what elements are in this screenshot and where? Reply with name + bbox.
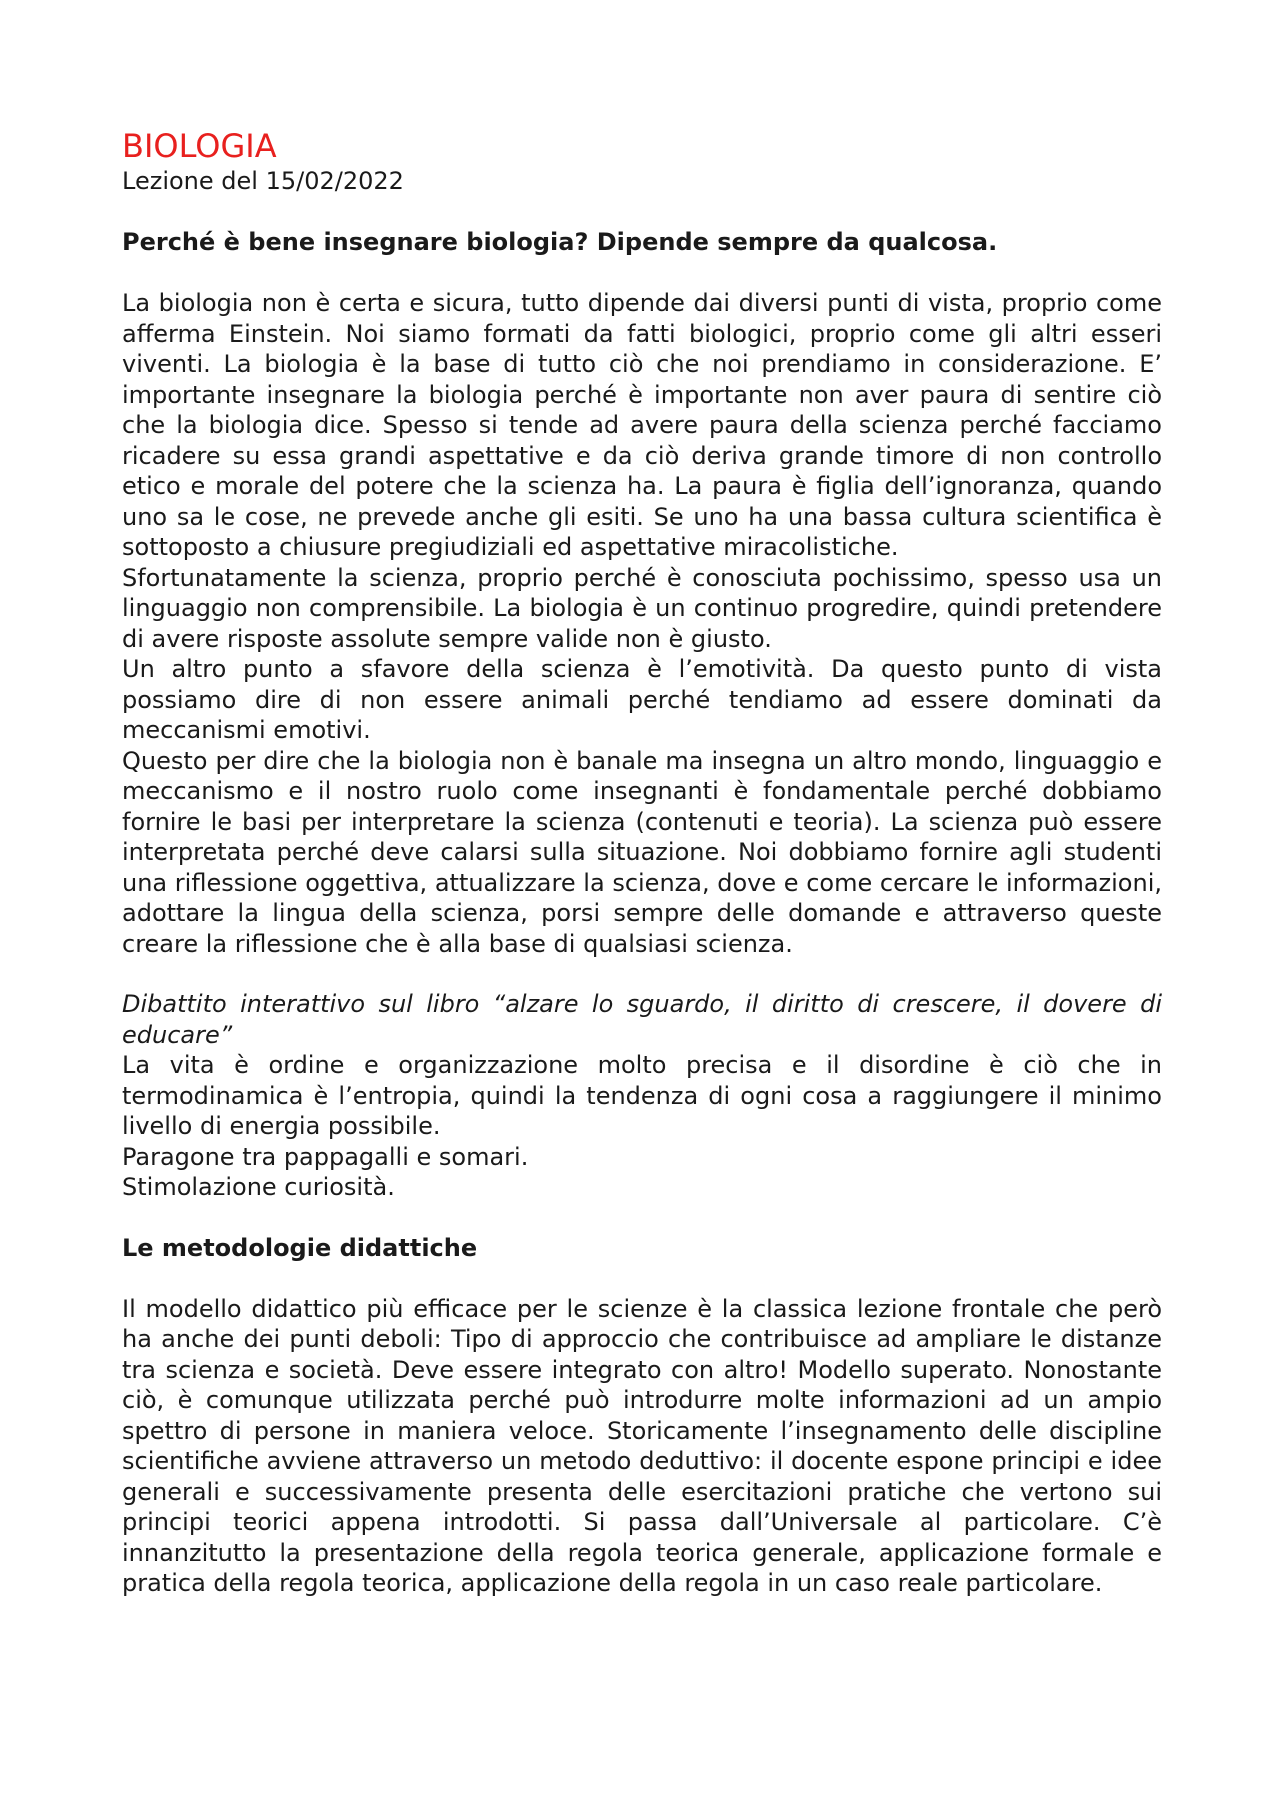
spacer xyxy=(122,1264,1162,1294)
section-heading-methodologies: Le metodologie didattiche xyxy=(122,1233,478,1262)
paragraph: La biologia non è certa e sicura, tutto dipende dai diversi punti di vista, proprio come afferma Einstein. Noi siamo formati da fatti biologici, proprio come gli altri esseri viventi. La biologia è la base di tutto ciò che noi prendiamo in considerazione. E’ importante insegnare la biologia perché è importante non aver paura di sentire ciò che la biologia dice. Spesso si tende ad avere paura della scienza perché facciamo ricadere su essa grandi aspettative e da ciò deriva grande timore di non controllo etico e morale del potere che la scienza ha. La paura è figlia dell’ignoranza, quando uno sa le cose, ne prevede anche gli esiti. Se uno ha una bassa cultura scientifica è sottoposto a chiusure pregiudiziali ed aspettative miracolistiche. xyxy=(122,289,1162,561)
paragraph: Stimolazione curiosità. xyxy=(122,1173,395,1201)
spacer xyxy=(122,959,1162,989)
paragraph: La vita è ordine e organizzazione molto precisa e il disordine è ciò che in termodinamica è l’entropia, quindi la tendenza di ogni cosa a raggiungere il minimo livello di energia possibile. xyxy=(122,1051,1162,1140)
spacer xyxy=(122,258,1162,288)
spacer xyxy=(122,197,1162,227)
spacer xyxy=(122,1203,1162,1233)
paragraph: Paragone tra pappagalli e somari. xyxy=(122,1142,529,1171)
paragraph: Questo per dire che la biologia non è banale ma insegna un altro mondo, linguaggio e meccanismo e il nostro ruolo come insegnanti è fondamentale perché dobbiamo fornire le basi per interpretare la scienza (contenuti e teoria). La scienza può essere interpretata perché deve calarsi sulla situazione. Noi dobbiamo fornire agli studenti una riflessione oggettiva, attualizzare la scienza, dove e come cercare le informazioni, adottare la lingua della scienza, porsi sempre delle domande e attraverso queste creare la riflessione che è alla base di qualsiasi scienza. xyxy=(122,746,1162,958)
paragraph: Un altro punto a sfavore della scienza è l’emotività. Da questo punto di vista possiamo dire di non essere animali perché tendiamo ad essere dominati da meccanismi emotivi. xyxy=(122,655,1162,744)
lesson-date: Lezione del 15/02/2022 xyxy=(122,167,404,195)
debate-title: Dibattito interattivo sul libro “alzare lo sguardo, il diritto di crescere, il dovere di educare” xyxy=(122,990,1162,1049)
document-title: BIOLOGIA xyxy=(122,127,277,165)
paragraph: Il modello didattico più efficace per le scienze è la classica lezione frontale che però ha anche dei punti deboli: Tipo di approccio che contribuisce ad ampliare le distanze tra scienza e società. Deve essere integrato con altro! Modello superato. Nonostante ciò, è comunque utilizzata perché può introdurre molte informazioni ad un ampio spettro di persone in maniera veloce. Storicamente l’insegnamento delle discipline scientifiche avviene attraverso un metodo deduttivo: il docente espone principi e idee generali e successivamente presenta delle esercitazioni pratiche che vertono sui principi teorici appena introdotti. Si passa dall’Universale al particolare. C’è innanzitutto la presentazione della regola teorica generale, applicazione formale e pratica della regola teorica, applicazione della regola in un caso reale particolare. xyxy=(122,1294,1162,1597)
paragraph: Sfortunatamente la scienza, proprio perché è conosciuta pochissimo, spesso usa un linguaggio non comprensibile. La biologia è un continuo progredire, quindi pretendere di avere risposte assolute sempre valide non è giusto. xyxy=(122,563,1162,653)
document-page xyxy=(122,126,1162,1599)
section-heading-why-biology: Perché è bene insegnare biologia? Dipende sempre da qualcosa. xyxy=(122,228,998,256)
